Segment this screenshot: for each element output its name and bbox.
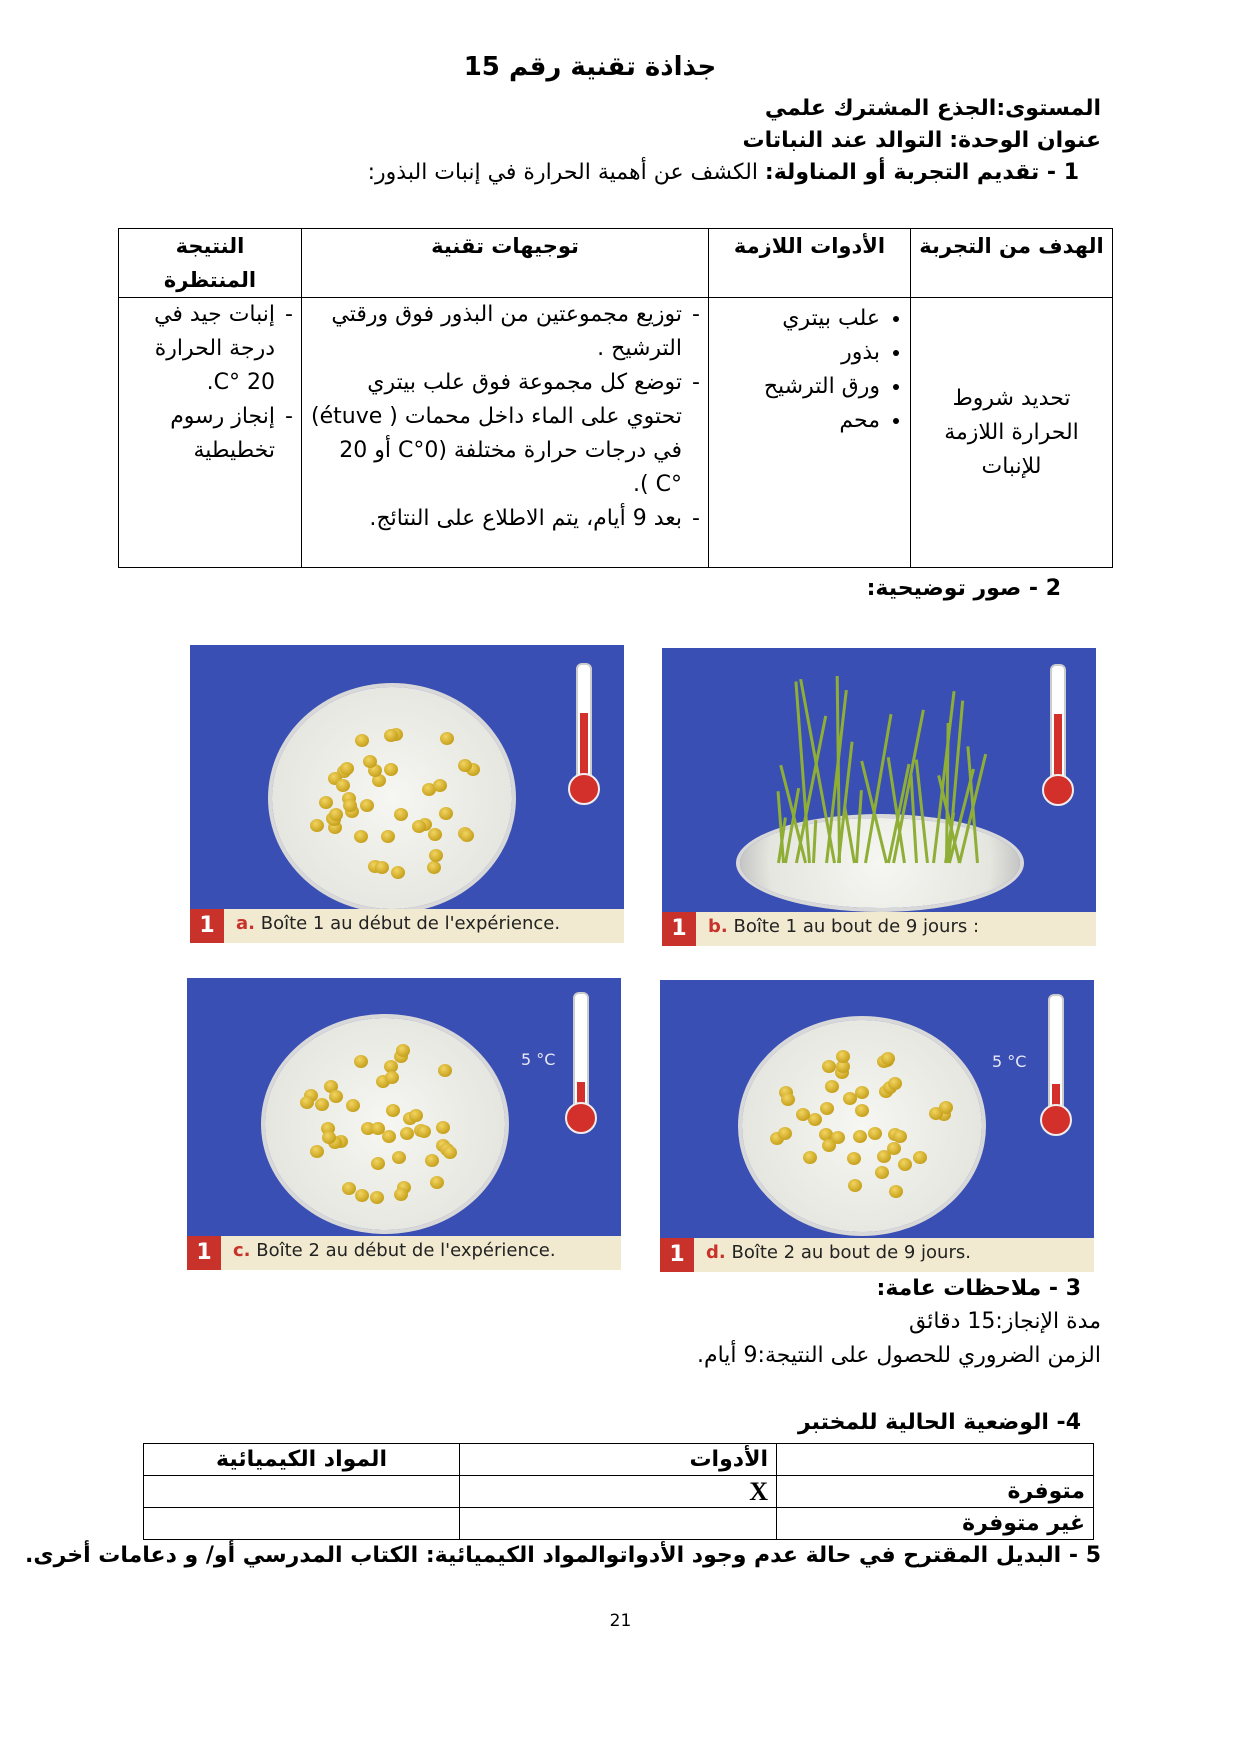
seed-image bbox=[392, 1151, 406, 1164]
thermometer-bulb-icon bbox=[565, 1102, 597, 1134]
section1-value: الكشف عن أهمية الحرارة في إنبات البذور: bbox=[367, 160, 765, 185]
seed-image bbox=[796, 1108, 810, 1121]
seed-image bbox=[808, 1113, 822, 1126]
list-item: - إنجاز رسوم تخطيطية bbox=[127, 400, 275, 468]
seed-image bbox=[394, 1188, 408, 1201]
thermometer-icon bbox=[576, 663, 592, 785]
thermometer-bulb-icon bbox=[568, 773, 600, 805]
time-needed-text: الزمن الضروري للحصول على النتيجة:9 أيام. bbox=[696, 1343, 1101, 1368]
seed-image bbox=[343, 799, 357, 812]
seed-image bbox=[363, 755, 377, 768]
goal-cell bbox=[911, 298, 1113, 568]
seed-image bbox=[354, 830, 368, 843]
tools-cell bbox=[709, 298, 911, 568]
lab-status-table bbox=[143, 1443, 1094, 1540]
experiment-table bbox=[118, 228, 1113, 568]
photo-caption bbox=[190, 909, 624, 943]
list-item: - توزيع مجموعتين من البذور فوق ورقتي الترشيح . bbox=[310, 298, 682, 366]
seed-image bbox=[868, 1127, 882, 1140]
seed-image bbox=[384, 729, 398, 742]
photo-caption bbox=[660, 1238, 1094, 1272]
section5-line bbox=[25, 1543, 1101, 1568]
section5-label: 5 - البديل المقترح في حالة عدم وجود الأدواتوالمواد الكيميائية: bbox=[425, 1543, 1101, 1568]
header-results: النتيجة المنتظرة bbox=[119, 229, 302, 298]
seed-image bbox=[384, 763, 398, 776]
results-cell bbox=[119, 298, 302, 568]
table-row bbox=[144, 1444, 1094, 1476]
seed-image bbox=[428, 828, 442, 841]
seed-image bbox=[310, 1145, 324, 1158]
seed-image bbox=[360, 799, 374, 812]
section1-label: 1 - تقديم التجربة أو المناولة: bbox=[764, 160, 1079, 185]
thermometer-icon bbox=[573, 992, 589, 1114]
page-title: جذاذة تقنية رقم 15 bbox=[463, 52, 717, 82]
caption-text: Boîte 1 au début de l'expérience. bbox=[260, 913, 561, 934]
header-instructions: توجيهات تقنية bbox=[302, 229, 709, 298]
seed-image bbox=[346, 1099, 360, 1112]
section1-line bbox=[368, 160, 1079, 185]
instructions-cell bbox=[302, 298, 709, 568]
caption-text: Boîte 2 au début de l'expérience. bbox=[256, 1240, 556, 1261]
list-item: - توضع كل مجموعة فوق علب بيتري تحتوي على الماء داخل محمات ( étuve) في درجات حرارة مختلفة (0°C أو 20 °C ). bbox=[310, 366, 682, 502]
caption-text: Boîte 2 au bout de 9 jours. bbox=[731, 1242, 971, 1263]
seed-image bbox=[875, 1166, 889, 1179]
photo-caption bbox=[187, 1236, 621, 1270]
seed-image bbox=[460, 829, 474, 842]
section2-label: 2 - صور توضيحية: bbox=[866, 576, 1061, 601]
seed-image bbox=[340, 762, 354, 775]
header-goal: الهدف من التجربة bbox=[911, 229, 1113, 298]
seed-image bbox=[370, 1191, 384, 1204]
seed-image bbox=[913, 1151, 927, 1164]
photo-a bbox=[190, 645, 624, 943]
level-line bbox=[765, 96, 1101, 121]
seed-image bbox=[394, 808, 408, 821]
photo-caption bbox=[662, 912, 1096, 946]
list-item: • بذور bbox=[717, 336, 880, 370]
seed-image bbox=[382, 1130, 396, 1143]
row-available: متوفرة bbox=[777, 1476, 1094, 1508]
thermometer-icon bbox=[1050, 664, 1066, 786]
table-row bbox=[144, 1508, 1094, 1540]
level-label: المستوى: bbox=[996, 96, 1101, 121]
list-item: • علب بيتري bbox=[717, 302, 880, 336]
temperature-label: 5 °C bbox=[992, 1052, 1027, 1071]
seed-image bbox=[375, 861, 389, 874]
seed-image bbox=[443, 1146, 457, 1159]
seed-image bbox=[855, 1086, 869, 1099]
petri-dish-image bbox=[742, 1020, 982, 1232]
seed-image bbox=[825, 1080, 839, 1093]
list-item: • محم bbox=[717, 404, 880, 438]
row-unavailable: غير متوفرة bbox=[777, 1508, 1094, 1540]
unit-value: التوالد عند النباتات bbox=[742, 128, 943, 153]
thermometer-bulb-icon bbox=[1040, 1104, 1072, 1136]
section4-label: 4- الوضعية الحالية للمختبر bbox=[797, 1410, 1081, 1435]
caption-number: 1 bbox=[187, 1236, 221, 1270]
available-mark: X bbox=[460, 1476, 777, 1508]
table-row bbox=[119, 298, 1113, 568]
seed-image bbox=[436, 1121, 450, 1134]
section3-label: 3 - ملاحظات عامة: bbox=[876, 1276, 1081, 1301]
photo-c bbox=[187, 978, 621, 1270]
list-item: • ورق الترشيح bbox=[717, 370, 880, 404]
seed-image bbox=[440, 732, 454, 745]
thermometer-bulb-icon bbox=[1042, 774, 1074, 806]
seed-image bbox=[322, 1131, 336, 1144]
list-item: - إنبات جيد في درجة الحرارة 20 °C. bbox=[127, 298, 275, 400]
caption-number: 1 bbox=[660, 1238, 694, 1272]
seed-image bbox=[354, 1055, 368, 1068]
photo-d bbox=[660, 980, 1094, 1272]
unit-line bbox=[742, 128, 1101, 153]
level-value: الجذع المشترك علمي bbox=[764, 96, 997, 121]
results-list bbox=[127, 298, 293, 468]
section5-value: الكتاب المدرسي أو/ و دعامات أخرى. bbox=[25, 1543, 426, 1568]
table-row bbox=[144, 1476, 1094, 1508]
seed-image bbox=[893, 1130, 907, 1143]
seed-image bbox=[889, 1185, 903, 1198]
caption-letter: c. bbox=[233, 1240, 251, 1261]
instructions-list bbox=[310, 298, 700, 536]
col-tools: الأدوات bbox=[460, 1444, 777, 1476]
seed-image bbox=[855, 1104, 869, 1117]
seed-image bbox=[881, 1052, 895, 1065]
seed-image bbox=[300, 1096, 314, 1109]
seed-image bbox=[385, 1071, 399, 1084]
seed-image bbox=[803, 1151, 817, 1164]
seed-image bbox=[417, 1125, 431, 1138]
seed-image bbox=[820, 1102, 834, 1115]
caption-text: Boîte 1 au bout de 9 jours : bbox=[733, 916, 980, 937]
thermometer-icon bbox=[1048, 994, 1064, 1116]
photo-b bbox=[662, 648, 1096, 946]
seed-image bbox=[319, 796, 333, 809]
page-number: 21 bbox=[609, 1611, 632, 1631]
petri-dish-image bbox=[265, 1018, 505, 1230]
caption-number: 1 bbox=[662, 912, 696, 946]
seed-image bbox=[836, 1050, 850, 1063]
header-tools: الأدوات اللازمة bbox=[709, 229, 911, 298]
caption-letter: b. bbox=[708, 916, 728, 937]
seed-image bbox=[427, 861, 441, 874]
seed-image bbox=[939, 1101, 953, 1114]
tools-list bbox=[717, 302, 902, 438]
duration-text: مدة الإنجاز:15 دقائق bbox=[908, 1309, 1101, 1334]
caption-letter: a. bbox=[236, 913, 255, 934]
temperature-label: 5 °C bbox=[521, 1050, 556, 1069]
seed-image bbox=[877, 1150, 891, 1163]
goal-text: تحديد شروط الحرارة اللازمة للإنبات bbox=[944, 385, 1079, 479]
caption-number: 1 bbox=[190, 909, 224, 943]
table-header-row bbox=[119, 229, 1113, 298]
unit-label: عنوان الوحدة: bbox=[949, 128, 1101, 153]
col-chemicals: المواد الكيميائية bbox=[144, 1444, 460, 1476]
list-item: - بعد 9 أيام، يتم الاطلاع على النتائج. bbox=[310, 502, 682, 536]
caption-letter: d. bbox=[706, 1242, 726, 1263]
seed-image bbox=[778, 1127, 792, 1140]
